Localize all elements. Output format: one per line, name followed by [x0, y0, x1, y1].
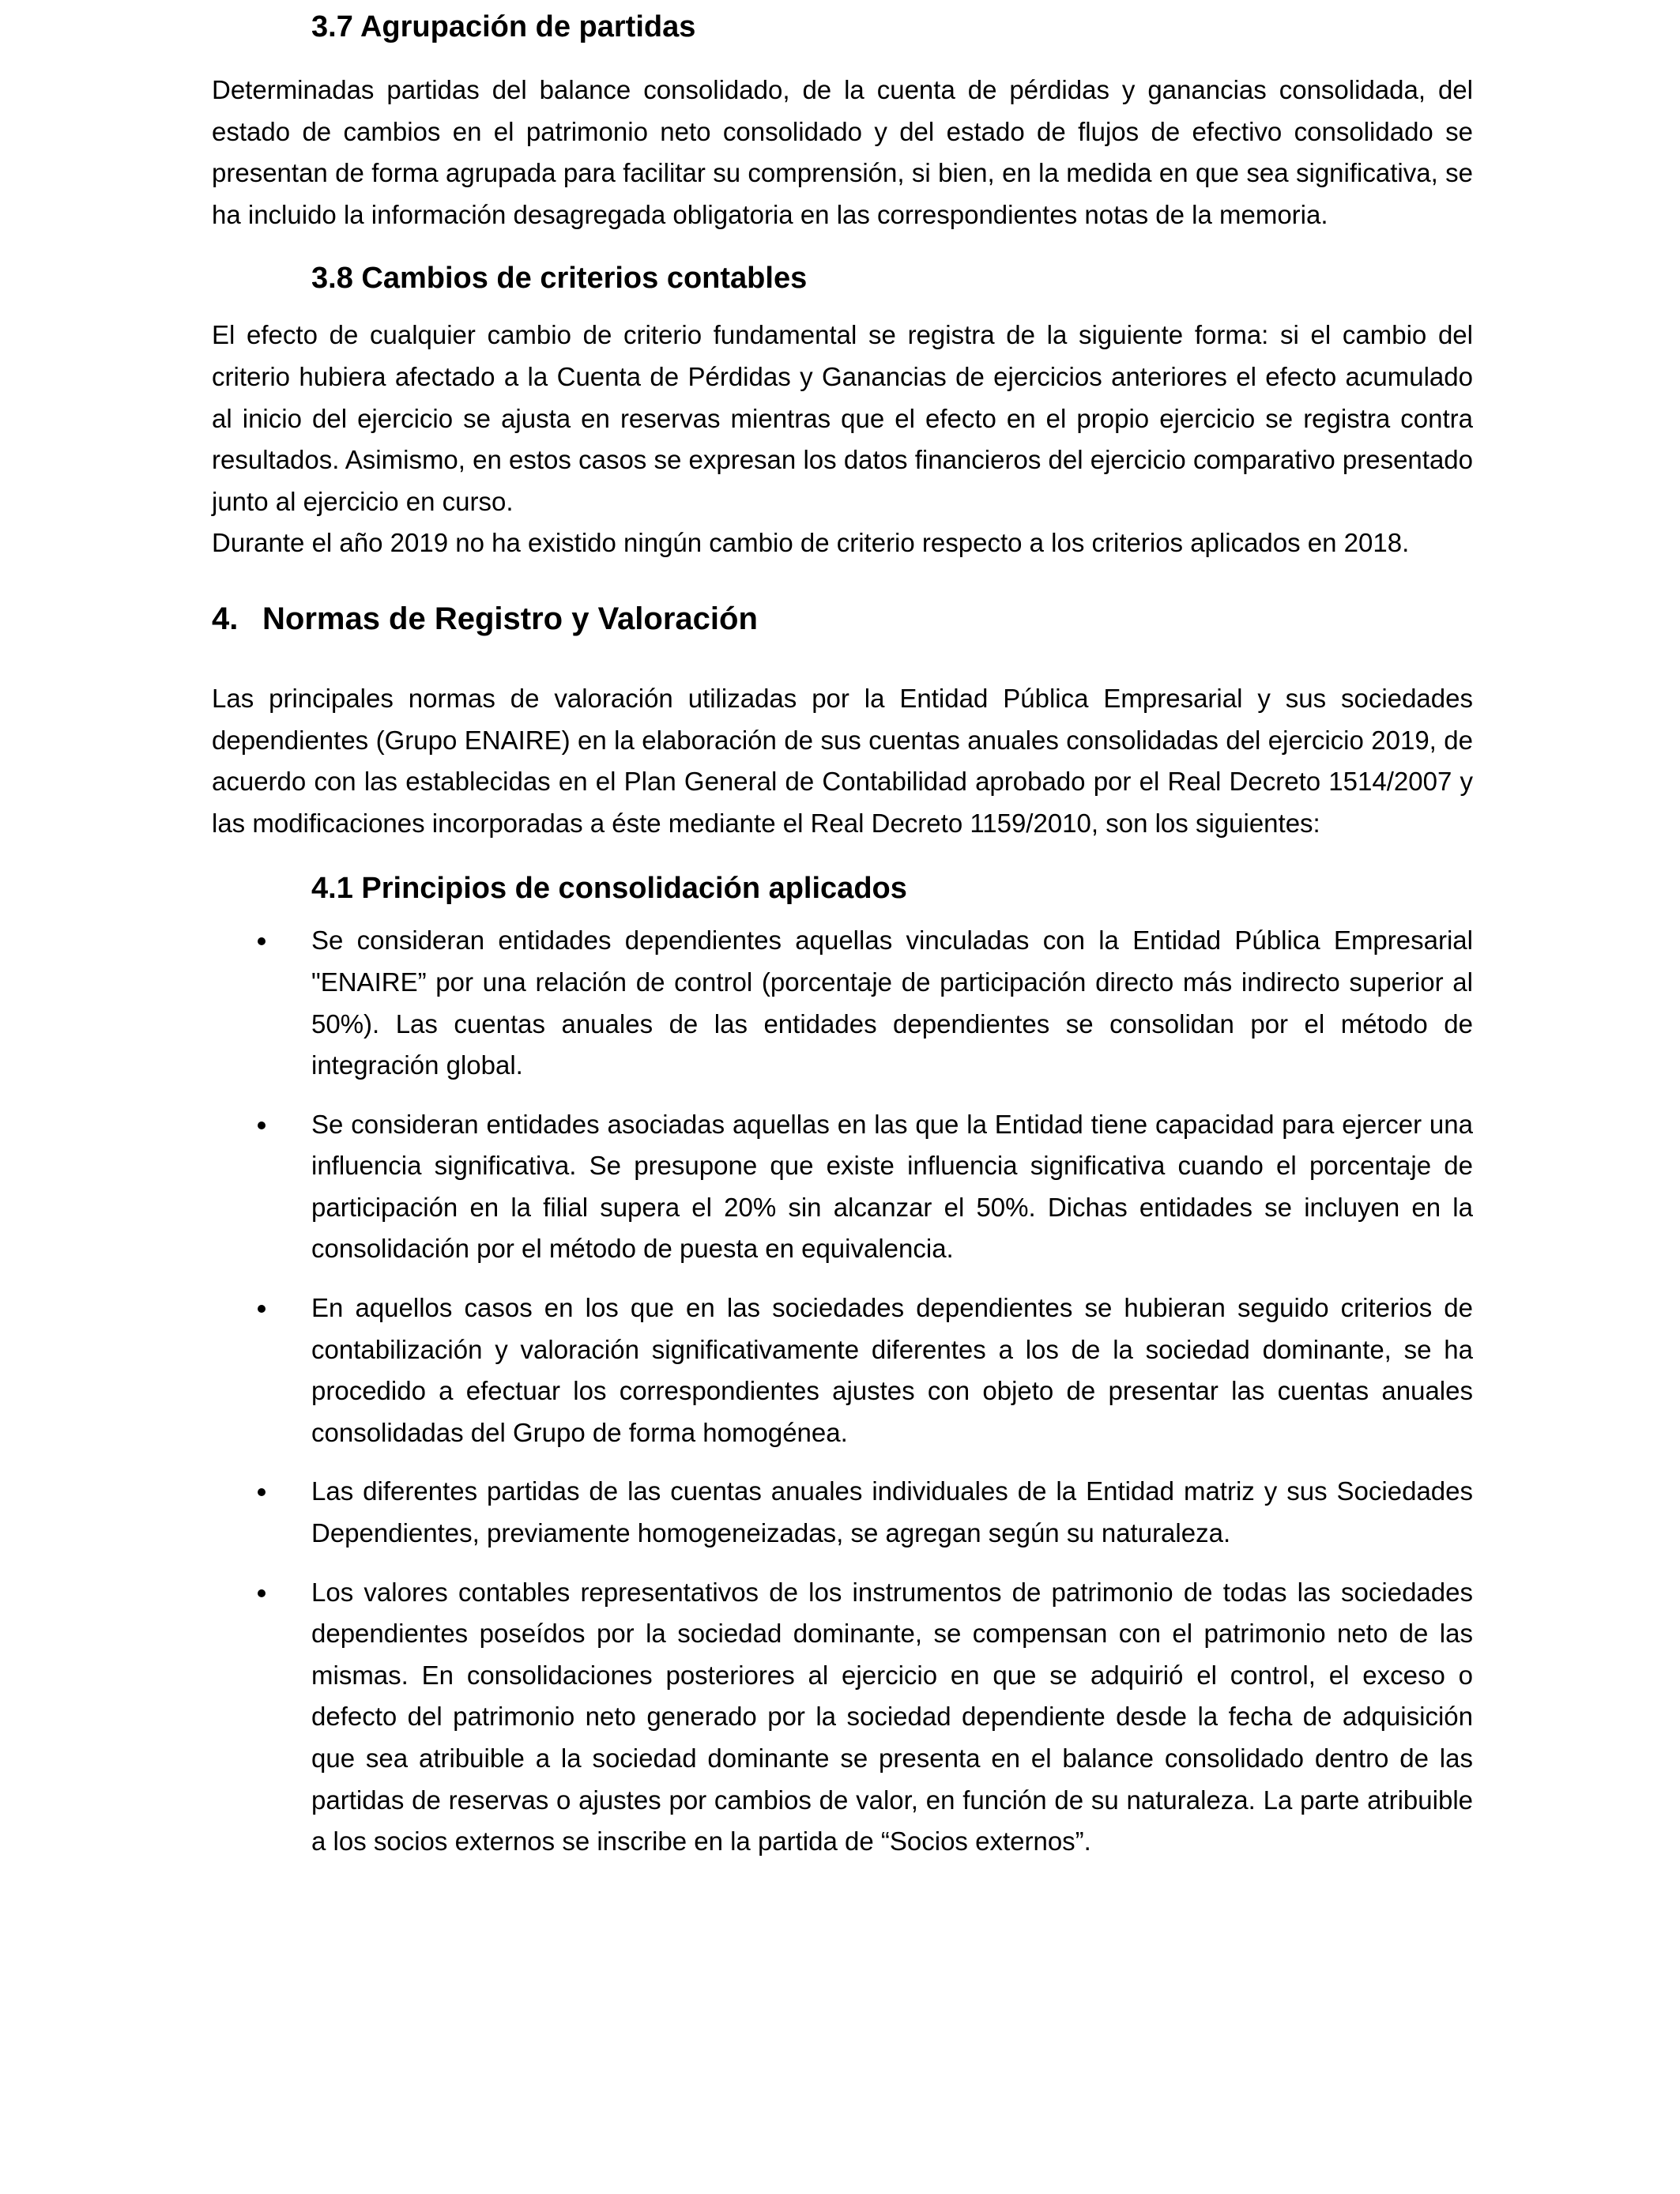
paragraph-3-8-b: Durante el año 2019 no ha existido ningún cambio de criterio respecto a los criterios aplicados en 2018. — [212, 528, 1410, 558]
bullet-icon — [258, 937, 266, 945]
list-item — [212, 920, 1473, 1086]
list-item-text: Se consideran entidades asociadas aquellas en las que la Entidad tiene capacidad para ejercer una influencia significativa. Se presupone que existe influencia significativa cuando el porcentaje de participación en la filial supera el 20% sin alcanzar el 50%. Dichas entidades se incluyen en la consolidación por el método de puesta en equivalencia. — [311, 1109, 1473, 1264]
bullet-icon — [258, 1589, 266, 1597]
heading-3-8: 3.8 Cambios de criterios contables — [311, 262, 808, 296]
consolidation-principles-list — [212, 920, 1473, 1862]
list-item-text: En aquellos casos en los que en las sociedades dependientes se hubieran seguido criterios de contabilización y valoración significativamente diferentes a los de la sociedad dominante, se ha procedido a efectuar los correspondientes ajustes con objeto de presentar las cuentas anuales consolidadas del Grupo de forma homogénea. — [311, 1293, 1473, 1447]
heading-4-title: Normas de Registro y Valoración — [262, 601, 758, 636]
document-page — [212, 0, 1473, 1863]
paragraph-3-8-a: El efecto de cualquier cambio de criterio fundamental se registra de la siguiente forma: si el cambio del criterio hubiera afectado a la Cuenta de Pérdidas y Ganancias de ejercicios anteriores el efecto acumulado al inicio del ejercicio se ajusta en reservas mientras que el efecto en el propio ejercicio se registra contra resultados. Asimismo, en estos casos se expresan los datos financieros del ejercicio comparativo presentado junto al ejercicio en curso. — [212, 320, 1473, 516]
bullet-icon — [258, 1305, 266, 1313]
heading-4-number: 4. — [212, 601, 239, 636]
bullet-icon — [258, 1122, 266, 1129]
bullet-icon — [258, 1488, 266, 1496]
heading-4 — [212, 599, 1473, 639]
list-item — [212, 1287, 1473, 1453]
heading-4-1: 4.1 Principios de consolidación aplicados — [311, 872, 907, 906]
paragraph-4: Las principales normas de valoración utilizadas por la Entidad Pública Empresarial y sus sociedades dependientes (Grupo ENAIRE) en la elaboración de sus cuentas anuales consolidadas del ejercicio 2019, de acuerdo con las establecidas en el Plan General de Contabilidad aprobado por el Real Decreto 1514/2007 y las modificaciones incorporadas a éste mediante el Real Decreto 1159/2010, son los siguientes: — [212, 683, 1473, 838]
list-item-text: Se consideran entidades dependientes aquellas vinculadas con la Entidad Pública Empresarial "ENAIRE” por una relación de control (porcentaje de participación directo más indirecto superior al 50%). Las cuentas anuales de las entidades dependientes se consolidan por el método de integración global. — [311, 925, 1473, 1080]
heading-3-7: 3.7 Agrupación de partidas — [311, 10, 696, 43]
list-item — [212, 1572, 1473, 1863]
paragraph-3-7: Determinadas partidas del balance consolidado, de la cuenta de pérdidas y ganancias consolidada, del estado de cambios en el patrimonio neto consolidado y del estado de flujos de efectivo consolidado se presentan de forma agrupada para facilitar su comprensión, si bien, en la medida en que sea significativa, se ha incluido la información desagregada obligatoria en las correspondientes notas de la memoria. — [212, 75, 1473, 229]
list-item — [212, 1104, 1473, 1270]
list-item — [212, 1471, 1473, 1554]
list-item-text: Las diferentes partidas de las cuentas anuales individuales de la Entidad matriz y sus Sociedades Dependientes, previamente homogeneizadas, se agregan según su naturaleza. — [311, 1476, 1473, 1548]
list-item-text: Los valores contables representativos de los instrumentos de patrimonio de todas las sociedades dependientes poseídos por la sociedad dominante, se compensan con el patrimonio neto de las mismas. En consolidaciones posteriores al ejercicio en que se adquirió el control, el exceso o defecto del patrimonio neto generado por la sociedad dependiente desde la fecha de adquisición que sea atribuible a la sociedad dominante se presenta en el balance consolidado dentro de las partidas de reservas o ajustes por cambios de valor, en función de su naturaleza. La parte atribuible a los socios externos se inscribe en la partida de “Socios externos”. — [311, 1577, 1473, 1857]
